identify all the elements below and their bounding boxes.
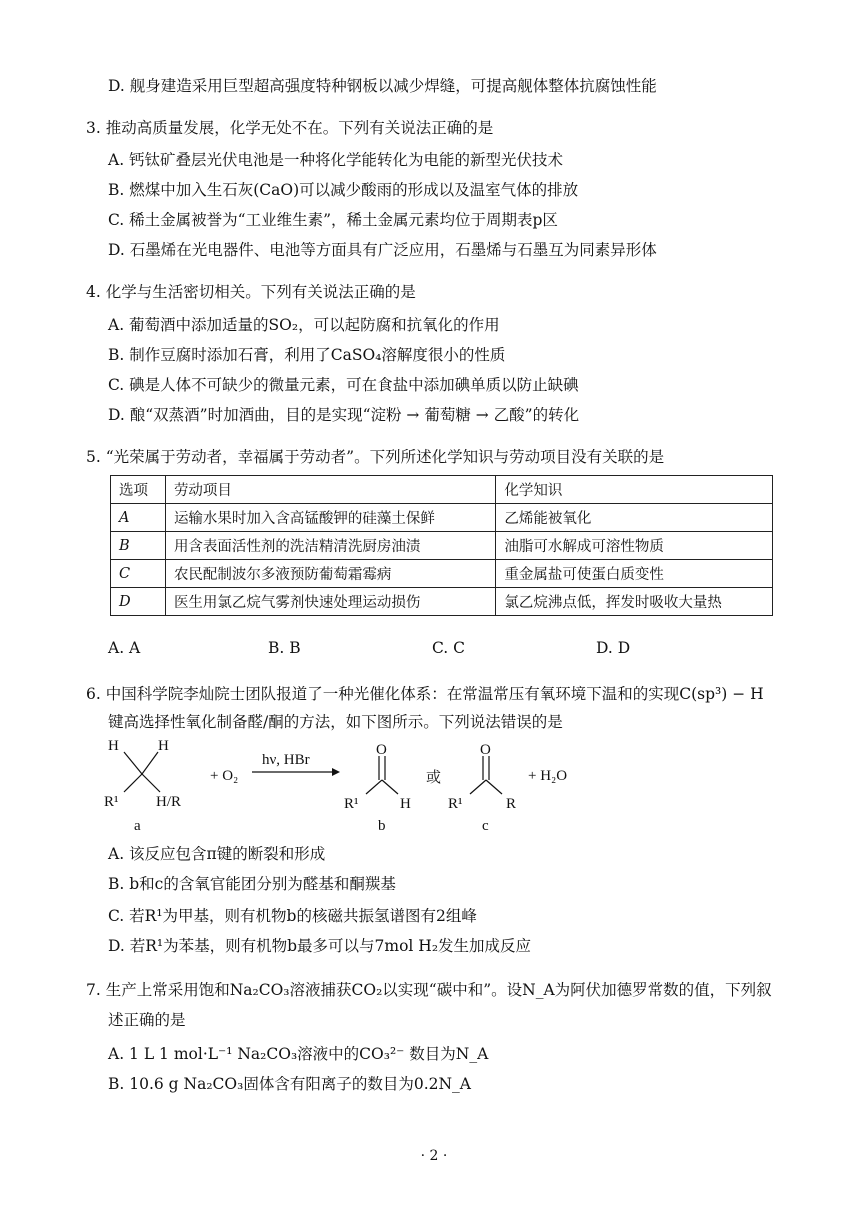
table-cell: 油脂可水解成可溶性物质 [496,532,773,560]
q5-table [110,475,773,616]
q6-option-b: B. b和c的含氧官能团分别为醛基和酮羰基 [108,875,396,893]
c-r1-group: R¹ [448,796,463,812]
q4-option-d: D. 酿“双蒸酒”时加酒曲，目的是实现“淀粉 → 葡萄糖 → 乙酸”的转化 [108,406,580,424]
q3-option-c: C. 稀土金属被誉为“工业维生素”，稀土金属元素均位于周期表p区 [108,211,558,229]
q5-option-b: B. B [268,639,301,657]
c-oxygen: O [480,742,491,758]
plus-oxygen: + O₂ [210,768,239,784]
table-cell: A [111,504,166,532]
q7-option-b: B. 10.6 g Na₂CO₃固体含有阳离子的数目为0.2N_A [108,1075,471,1093]
table-cell: D [111,588,166,616]
plus-water: + H₂O [528,768,568,784]
q5-stem: 5. “光荣属于劳动者，幸福属于劳动者”。下列所述化学知识与劳动项目没有关联的是 [86,448,665,466]
table-cell: 氯乙烷沸点低，挥发时吸收大量热 [496,588,773,616]
q5-option-a: A. A [108,639,141,657]
c-label: c [482,818,489,834]
a-r1-group: R¹ [104,794,119,810]
table-cell: B [111,532,166,560]
q4-option-b: B. 制作豆腐时添加石膏，利用了CaSO₄溶解度很小的性质 [108,346,506,364]
q3-option-b: B. 燃煤中加入生石灰(CaO)可以减少酸雨的形成以及温室气体的排放 [108,181,579,199]
q4-stem: 4. 化学与生活密切相关。下列有关说法正确的是 [86,283,416,301]
table-header: 化学知识 [496,476,773,504]
table-cell: C [111,560,166,588]
reaction-scheme [100,738,620,838]
or-text: 或 [426,770,442,786]
q4-option-c: C. 碘是人体不可缺少的微量元素，可在食盐中添加碘单质以防止缺碘 [108,376,579,394]
a-hydrogen-2: H [158,738,169,754]
a-h-or-r-group: H/R [156,794,182,810]
table-cell: 重金属盐可使蛋白质变性 [496,560,773,588]
c-r-group: R [506,796,517,812]
q3-option-d: D. 石墨烯在光电器件、电池等方面具有广泛应用，石墨烯与石墨互为同素异形体 [108,241,657,259]
table-cell: 农民配制波尔多液预防葡萄霜霉病 [165,560,495,588]
table-cell: 医生用氯乙烷气雾剂快速处理运动损伤 [165,588,495,616]
table-header-row [111,476,773,504]
table-row [111,560,773,588]
page-number: · 2 · [420,1148,448,1164]
q2-option-d: D. 舰身建造采用巨型超高强度特种钢板以减少焊缝，可提高舰体整体抗腐蚀性能 [108,77,657,95]
q7-stem-line2: 述正确的是 [108,1011,186,1029]
q3-option-a: A. 钙钛矿叠层光伏电池是一种将化学能转化为电能的新型光伏技术 [108,151,564,169]
table-cell: 用含表面活性剂的洗洁精清洗厨房油渍 [165,532,495,560]
a-hydrogen-1: H [108,738,119,754]
q7-option-a: A. 1 L 1 mol·L⁻¹ Na₂CO₃溶液中的CO₃²⁻ 数目为N_A [108,1045,489,1063]
q3-stem: 3. 推动高质量发展，化学无处不在。下列有关说法正确的是 [86,119,494,137]
a-label: a [134,818,141,834]
table-header: 劳动项目 [165,476,495,504]
b-hydrogen: H [400,796,411,812]
q7-stem-line1: 7. 生产上常采用饱和Na₂CO₃溶液捕获CO₂以实现“碳中和”。设N_A为阿伏加德罗常数的值，下列叙 [86,981,772,999]
q6-option-d: D. 若R¹为苯基，则有机物b最多可以与7mol H₂发生加成反应 [108,937,532,955]
q6-stem-line2: 键高选择性氧化制备醛/酮的方法，如下图所示。下列说法错误的是 [108,713,563,731]
table-row [111,504,773,532]
reaction-condition: hν, HBr [262,752,310,768]
q5-option-c: C. C [432,639,466,657]
table-cell: 乙烯能被氧化 [496,504,773,532]
q6-option-c: C. 若R¹为甲基，则有机物b的核磁共振氢谱图有2组峰 [108,907,477,925]
table-cell: 运输水果时加入含高锰酸钾的硅藻土保鲜 [165,504,495,532]
table-header: 选项 [111,476,166,504]
b-oxygen: O [376,742,387,758]
table-row [111,532,773,560]
q4-option-a: A. 葡萄酒中添加适量的SO₂，可以起防腐和抗氧化的作用 [108,316,500,334]
b-r1-group: R¹ [344,796,359,812]
q6-stem-line1: 6. 中国科学院李灿院士团队报道了一种光催化体系：在常温常压有氧环境下温和的实现C(sp³) − H [86,685,764,703]
q6-option-a: A. 该反应包含π键的断裂和形成 [108,845,326,863]
b-label: b [378,818,386,834]
q5-option-d: D. D [596,639,631,657]
table-row [111,588,773,616]
